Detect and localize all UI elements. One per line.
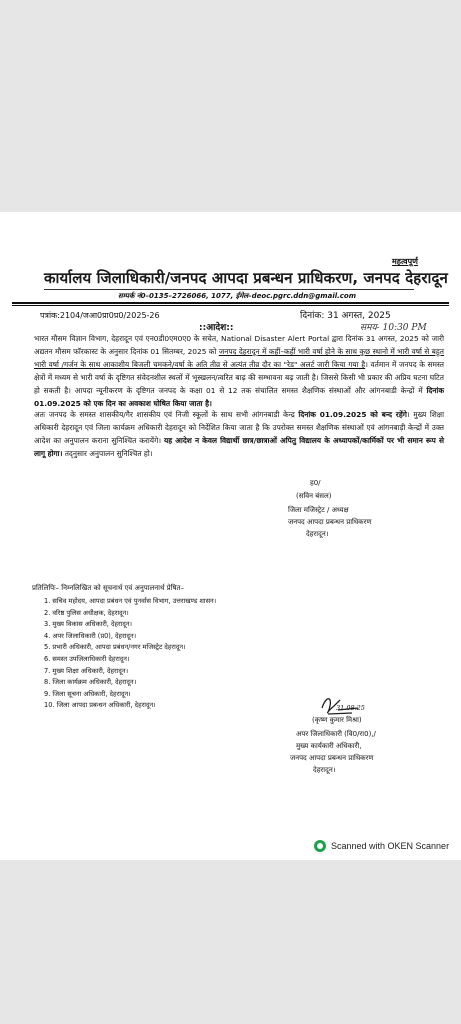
header-rule: [12, 302, 449, 304]
copy-to-item: 6. समस्त उपजिलाधिकारी देहरादून।: [44, 654, 130, 663]
order-paragraph-1: [34, 332, 444, 410]
letter-date: दिनांक: 31 अगस्त, 2025: [300, 311, 391, 321]
copy-to-item: 5. प्रभारी अधिकारी, आपदा प्रबंधन/नगर मजिस्ट्रेट देहरादून।: [44, 643, 186, 652]
signature-2-authority: जनपद आपदा प्रबन्धन प्राधिकरण: [290, 754, 374, 762]
scanned-document: [0, 212, 461, 860]
signature-2-name: (कृष्ण कुमार मिश्रा): [312, 716, 362, 724]
copy-to-item: 1. सचिव महोदय, आपदा प्रबंधन एवं पुनर्वास विभाग, उत्तराखण्ड शासन।: [44, 597, 217, 605]
signature-1-name: (सविन बंसल): [296, 492, 332, 500]
bottom-margin: [0, 860, 461, 1024]
letter-number: पत्रांक:2104/जआ0प्रा0प्र0/2025-26: [40, 311, 160, 320]
oken-scanner-icon: [314, 840, 326, 852]
p2-closure-date: दिनांक 01.09.2025 को बन्द रहेंगे: [298, 410, 407, 419]
copy-to-item: 9. जिला सूचना अधिकारी, देहरादून।: [44, 689, 131, 698]
copy-to-item: 7. मुख्य शिक्षा अधिकारी, देहरादून।: [44, 666, 129, 675]
copy-to-item: 10. जिला आपदा प्रबन्धन अधिकारी, देहरादून।: [44, 701, 156, 710]
p2-text-e: तद्नुसार अनुपालन सुनिश्चित हो।: [62, 449, 153, 458]
copy-to-item: 4. अपर जिलाधिकारी (प्र0), देहरादून।: [44, 631, 137, 640]
signature-2-designation: अपर जिलाधिकारी (वि0/रा0),/: [296, 730, 376, 738]
important-tag: महत्वपूर्ण: [392, 257, 418, 266]
p2-applicability: यह आदेश न केवल विद्यार्थी छात्र/छात्राओं अपितु विद्यालय के अध्यापकों/कार्मिकों पर भी समान रूप से लागू होगा।: [34, 436, 444, 458]
copy-to-item: 8. जिला कार्यक्रम अधिकारी, देहरादून।: [44, 678, 137, 687]
signature-2-date: 31.08.25: [336, 704, 365, 712]
signature-1-designation: जिला मजिस्ट्रेट / अध्यक्ष: [288, 506, 349, 514]
letter-time: समय- 10:30 PM: [360, 323, 427, 333]
signature-1-ho: ह0/: [310, 479, 321, 487]
p1-holiday-text: दिनांक 01.09.2025 को एक दिन का अवकाश घोषित किया जाता है।: [34, 386, 444, 408]
title-underline: [44, 289, 414, 290]
p2-text-c: । मुख्य शिक्षा अधिकारी देहरादून एवं जिला कार्यक्रम अधिकारी देहरादून को निर्देशित किया जाता है कि उपरोक्त समस्त शैक्षणिक संस्थाओं एवं आंगनबाड़ी केन्द्रों में उक्त आदेश का अनुपालन कराना सुनिश्चित करायेंगे।: [34, 410, 444, 445]
p2-text-a: अतः जनपद के समस्त शासकीय/गैर शासकीय एवं निजी स्कूलों के साथ सभी आंगनबाडी केन्द्र: [34, 410, 299, 419]
p1-red-alert-text: जनपद देहरादून में कहीं–कहीं भारी वर्षा होने के साथ कुछ स्थानो में भारी वर्षा से बहुत भारी वर्षा /गर्जन के साथ आकाशीय बिजली चमकने/वर्षा के अति तीव्र से अत्यंत तीव्र दौर का "रेड" अलर्ट जारी किया गया है: [34, 347, 444, 369]
office-title: कार्यालय जिलाधिकारी/जनपद आपदा प्रबन्धन प्राधिकरण, जनपद देहरादून: [44, 269, 448, 287]
copy-to-item: 2. वरिष्ठ पुलिस अधीक्षक, देहरादून।: [44, 608, 129, 617]
p1-text-a: भारत मौसम विज्ञान विभाग, देहरादून एवं एन0डी0एम0ए0 के सचेत, National Disaster Alert Portal द्वारा दिनांक 31 अगस्त, 2025 को जारी अद्यतन मौसम फॉरकास्ट के अनुसार दिनांक 01 सितम्बर, 2025 को: [34, 334, 444, 356]
signature-1-place: देहरादून।: [306, 530, 329, 538]
signature-2-place: देहरादून।: [313, 766, 336, 774]
header-rule-thin: [12, 305, 449, 306]
scanner-watermark-text: Scanned with OKEN Scanner: [331, 841, 450, 851]
copy-to-item: 3. मुख्य विकास अधिकारी, देहरादून।: [44, 620, 133, 629]
signature-1-authority: जनपद आपदा प्रबन्धन प्राधिकरण: [288, 518, 372, 526]
order-heading: ::आदेश::: [199, 323, 234, 333]
p1-text-b: । वर्तमान में जनपद के समस्त क्षेत्रों में मध्यम से भारी वर्षा के दृष्टिगत संवेदनशील स्थलों में भूस्खलन/त्वरित बाढ़ की सम्भावना बढ़ जाती है। जिससे किसी भी प्रकार की अप्रिय घटना घटित हो सकती है। आपदा न्यूनीकरण के दृष्टिगत जनपद के कक्षा 01 से 12 तक संचालित समस्त शैक्षणिक संस्थाओं और आंगनबाडी केन्द्रों में: [34, 360, 444, 395]
order-paragraph-2: [34, 408, 444, 460]
contact-line: सम्पर्क नं0–0135–2726066, 1077, ईमेल–deoc.pgrc.ddn@gmail.com: [118, 292, 357, 300]
top-margin: [0, 0, 461, 212]
scanner-watermark: [314, 840, 449, 852]
copy-to-heading: प्रतिलिपिः– निम्नलिखित को सूचनार्थ एवं अनुपालनार्थ प्रेषित–: [32, 584, 184, 592]
copy-to-list: [44, 596, 216, 712]
signature-2-role: मुख्य कार्यकारी अधिकारी,: [296, 742, 362, 750]
